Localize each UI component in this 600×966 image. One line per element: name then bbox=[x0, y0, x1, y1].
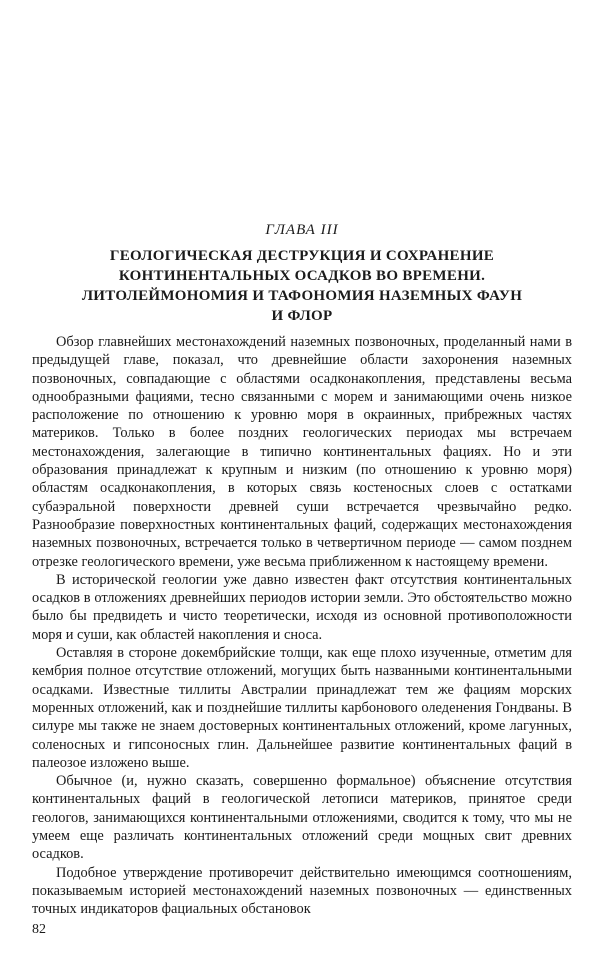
paragraph: Подобное утверждение противоречит действительно имеющимся соотношениям, показываемым историей местонахождений наземных позвоночных — единственных точных индикаторов фациальных обстановок bbox=[32, 864, 572, 918]
paragraph: Обзор главнейших местонахождений наземных позвоночных, проделанный нами в предыдущей главе, показал, что древнейшие области захоронения наземных позвоночных, совпадающие с областями осадконакопления, представлены весьма однообразными фациями, тесно связанными с морем и занимающими очень низкое расположение по отношению к уровню моря в окраинных, прибрежных частях материков. Только в более поздних геологических периодах мы встречаем местонахождения, залегающие в типично континентальных фациях. Но и эти образования принадлежат к крупным и низким (по отношению к уровню моря) областям осадконакопления, в которых связь костеносных слоев с остатками субаэральной поверхности древней суши встречается чрезвычайно редко. Разнообразие поверхностных континентальных фаций, содержащих местонахождения наземных позвоночных, встречается только в четвертичном периоде — самом позднем отрезке геологического времени, уже весьма приближенном к настоящему времени. bbox=[32, 334, 572, 570]
chapter-title-line: И ФЛОР bbox=[271, 308, 333, 324]
chapter-title-line: ЛИТОЛЕЙМОНОМИЯ И ТАФОНОМИЯ НАЗЕМНЫХ ФАУН bbox=[81, 288, 523, 304]
page-number: 82 bbox=[32, 922, 46, 937]
chapter-title-line: КОНТИНЕНТАЛЬНЫХ ОСАДКОВ ВО ВРЕМЕНИ. bbox=[118, 268, 486, 284]
paragraph: Оставляя в стороне докембрийские толщи, как еще плохо изученные, отметим для кембрия полное отсутствие отложений, могущих быть названными континентальными осадками. Известные тиллиты Австралии принадлежат тем же фациям морских моренных отложений, как и позднейшие тиллиты карбонового оледенения Гондваны. В силуре мы также не знаем достоверных континентальных отложений, кроме лагунных, соленосных и гипсоносных глин. Дальнейшее развитие континентальных фаций в палеозое изложено выше. bbox=[32, 645, 572, 771]
chapter-title bbox=[32, 246, 572, 326]
book-page bbox=[32, 0, 572, 966]
chapter-title-line: ГЕОЛОГИЧЕСКАЯ ДЕСТРУКЦИЯ И СОХРАНЕНИЕ bbox=[109, 248, 495, 264]
chapter-label: ГЛАВА III bbox=[265, 222, 339, 238]
body-text bbox=[32, 333, 572, 919]
paragraph: Обычное (и, нужно сказать, совершенно формальное) объяснение отсутствия континентальных фаций в геологической летописи материков, принятое среди геологов, занимающихся континентальными отложениями, сводится к тому, что мы не умеем еще различать континентальных отложений среди мощных свит древних осадков. bbox=[32, 773, 572, 863]
paragraph: В исторической геологии уже давно известен факт отсутствия континентальных осадков в отложениях древнейших периодов истории земли. Это обстоятельство можно было бы предвидеть и чисто теоретически, исходя из основной противоположности моря и суши, как областей накопления и сноса. bbox=[32, 571, 572, 643]
